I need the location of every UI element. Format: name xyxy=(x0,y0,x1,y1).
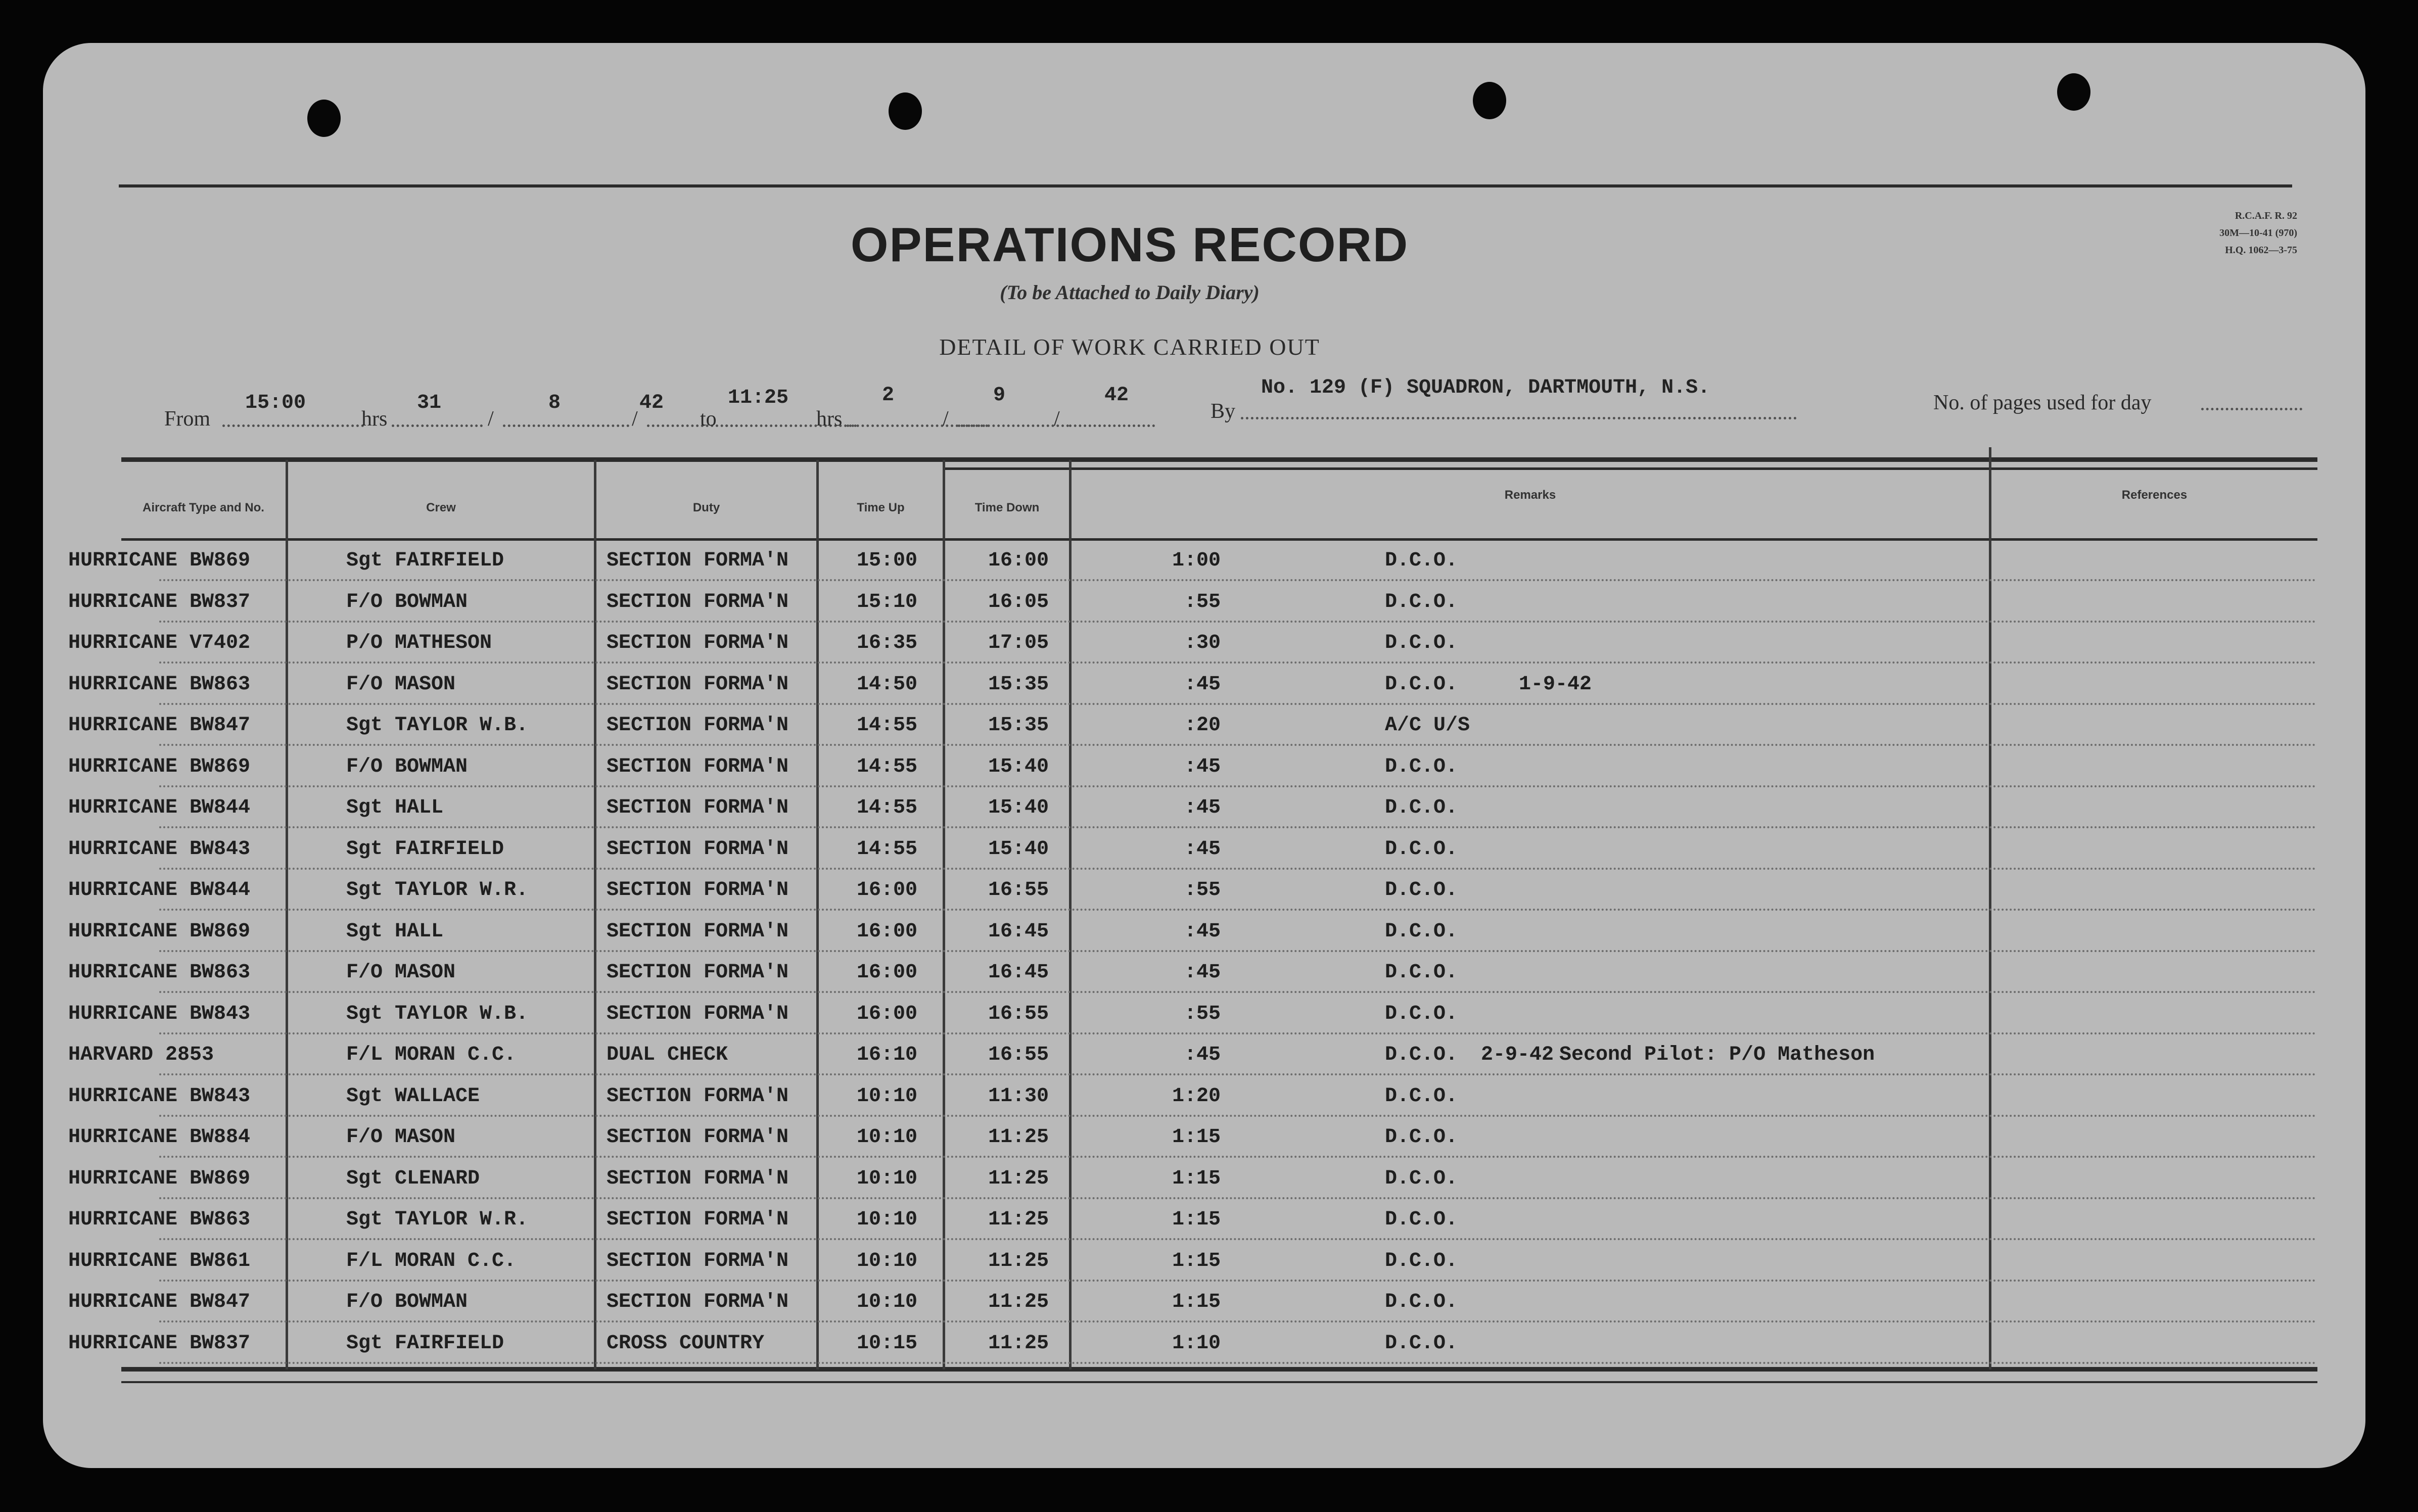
aircraft-cell: HURRICANE BW869 xyxy=(68,920,251,943)
from-time-line xyxy=(222,424,364,427)
duration-cell: :45 xyxy=(1184,920,1221,943)
remark-cell: D.C.O. xyxy=(1385,1044,1458,1066)
duty-cell: SECTION FORMA'N xyxy=(607,961,789,984)
time-up-cell: 16:35 xyxy=(857,632,918,654)
header-remarks: Remarks xyxy=(1504,488,1556,502)
time-up-cell: 10:10 xyxy=(857,1291,918,1313)
from-year-line xyxy=(647,424,738,427)
row-rule xyxy=(159,826,2317,828)
duty-cell: SECTION FORMA'N xyxy=(607,714,789,737)
time-down-cell: 11:25 xyxy=(988,1291,1049,1313)
time-up-cell: 14:50 xyxy=(857,673,918,696)
from-day: 31 xyxy=(417,392,442,414)
time-up-cell: 16:00 xyxy=(857,961,918,984)
remark-cell: D.C.O. xyxy=(1385,755,1458,778)
to-month: 9 xyxy=(993,384,1006,407)
time-up-cell: 16:00 xyxy=(857,879,918,902)
row-rule xyxy=(159,1073,2317,1075)
duty-cell: SECTION FORMA'N xyxy=(607,1208,789,1231)
date-slash: / xyxy=(1054,407,1060,431)
table-row xyxy=(43,834,2365,865)
duration-cell: :45 xyxy=(1184,961,1221,984)
duration-cell: :45 xyxy=(1184,837,1221,861)
duration-cell: 1:10 xyxy=(1172,1332,1221,1355)
row-rule xyxy=(159,1362,2317,1364)
remark-cell: D.C.O. xyxy=(1385,796,1458,819)
form-ref-line: H.Q. 1062—3-75 xyxy=(2225,245,2297,256)
remark-cell: D.C.O. xyxy=(1385,1126,1458,1149)
top-rule xyxy=(119,184,2292,187)
duty-cell: SECTION FORMA'N xyxy=(607,1126,789,1149)
aircraft-cell: HURRICANE BW861 xyxy=(68,1249,251,1272)
duration-cell: 1:15 xyxy=(1172,1291,1221,1313)
time-down-cell: 15:40 xyxy=(988,837,1049,861)
time-down-cell: 15:40 xyxy=(988,796,1049,819)
aircraft-cell: HURRICANE BW863 xyxy=(68,673,251,696)
remark-cell: D.C.O. xyxy=(1385,590,1458,613)
crew-cell: Sgt FAIRFIELD xyxy=(346,549,504,572)
table-end-rule xyxy=(121,1381,2317,1383)
crew-cell: Sgt TAYLOR W.R. xyxy=(346,879,529,902)
from-month: 8 xyxy=(548,392,561,414)
remark-cell: D.C.O. xyxy=(1385,1291,1458,1313)
time-down-cell: 17:05 xyxy=(988,632,1049,654)
hrs-label: hrs xyxy=(816,407,843,431)
aircraft-cell: HURRICANE BW847 xyxy=(68,1291,251,1313)
table-row xyxy=(43,917,2365,947)
remark-cell: D.C.O. xyxy=(1385,961,1458,984)
remark-extra-cell: Second Pilot: P/O Matheson xyxy=(1559,1044,1875,1066)
duration-cell: :55 xyxy=(1184,1002,1221,1025)
crew-cell: Sgt HALL xyxy=(346,796,444,819)
remark-cell: D.C.O. xyxy=(1385,1002,1458,1025)
duration-cell: :45 xyxy=(1184,796,1221,819)
table-bottom-rule xyxy=(121,1367,2317,1372)
time-down-cell: 11:25 xyxy=(988,1167,1049,1190)
time-down-cell: 16:55 xyxy=(988,1002,1049,1025)
time-up-cell: 16:10 xyxy=(857,1044,918,1066)
binder-hole xyxy=(307,100,341,137)
row-rule xyxy=(159,950,2317,952)
row-rule xyxy=(159,785,2317,787)
time-up-cell: 10:10 xyxy=(857,1084,918,1108)
duration-cell: :30 xyxy=(1184,632,1221,654)
date-note-cell: 2-9-42 xyxy=(1481,1044,1554,1066)
table-row xyxy=(43,1329,2365,1359)
duration-cell: 1:15 xyxy=(1172,1249,1221,1272)
duty-cell: SECTION FORMA'N xyxy=(607,1002,789,1025)
table-row xyxy=(43,875,2365,906)
binder-hole xyxy=(1473,82,1506,119)
time-down-cell: 16:55 xyxy=(988,1044,1049,1066)
from-label: From xyxy=(164,407,211,431)
table-top-rule xyxy=(121,457,2317,462)
crew-cell: F/O BOWMAN xyxy=(346,1291,468,1313)
crew-cell: P/O MATHESON xyxy=(346,632,492,654)
time-up-cell: 10:15 xyxy=(857,1332,918,1355)
duty-cell: SECTION FORMA'N xyxy=(607,1249,789,1272)
remark-cell: D.C.O. xyxy=(1385,920,1458,943)
remark-cell: D.C.O. xyxy=(1385,1332,1458,1355)
header-aircraft: Aircraft Type and No. xyxy=(143,501,264,514)
duration-cell: :45 xyxy=(1184,673,1221,696)
form-subtitle: (To be Attached to Daily Diary) xyxy=(1000,281,1260,304)
date-slash: / xyxy=(488,407,494,431)
duty-cell: SECTION FORMA'N xyxy=(607,879,789,902)
time-down-cell: 16:00 xyxy=(988,549,1049,572)
duty-cell: SECTION FORMA'N xyxy=(607,1291,789,1313)
aircraft-cell: HURRICANE BW863 xyxy=(68,1208,251,1231)
aircraft-cell: HURRICANE BW869 xyxy=(68,755,251,778)
table-row xyxy=(43,587,2365,618)
table-row xyxy=(43,670,2365,700)
crew-cell: F/O BOWMAN xyxy=(346,590,468,613)
row-rule xyxy=(159,579,2317,581)
crew-cell: F/O MASON xyxy=(346,961,456,984)
remark-cell: D.C.O. xyxy=(1385,1208,1458,1231)
remark-cell: D.C.O. xyxy=(1385,632,1458,654)
crew-cell: F/L MORAN C.C. xyxy=(346,1044,517,1066)
aircraft-cell: HURRICANE BW847 xyxy=(68,714,251,737)
row-rule xyxy=(159,744,2317,746)
aircraft-cell: HARVARD 2853 xyxy=(68,1044,214,1066)
crew-cell: Sgt WALLACE xyxy=(346,1084,480,1108)
crew-cell: Sgt TAYLOR W.R. xyxy=(346,1208,529,1231)
hrs-label: hrs xyxy=(361,407,388,431)
crew-cell: Sgt TAYLOR W.B. xyxy=(346,714,529,737)
duty-cell: SECTION FORMA'N xyxy=(607,755,789,778)
row-rule xyxy=(159,909,2317,911)
form-detail-heading: DETAIL OF WORK CARRIED OUT xyxy=(939,334,1320,360)
row-rule xyxy=(159,662,2317,664)
remark-cell: A/C U/S xyxy=(1385,714,1470,737)
duration-cell: :45 xyxy=(1184,1044,1221,1066)
header-references: References xyxy=(2121,488,2188,502)
duration-cell: 1:00 xyxy=(1172,549,1221,572)
remark-cell: D.C.O. xyxy=(1385,1084,1458,1108)
duration-cell: 1:15 xyxy=(1172,1167,1221,1190)
time-down-cell: 16:05 xyxy=(988,590,1049,613)
header-crew: Crew xyxy=(426,501,456,514)
crew-cell: Sgt HALL xyxy=(346,920,444,943)
duty-cell: SECTION FORMA'N xyxy=(607,796,789,819)
duty-cell: SECTION FORMA'N xyxy=(607,632,789,654)
to-year: 42 xyxy=(1104,384,1129,407)
table-row xyxy=(43,1287,2365,1317)
binder-hole xyxy=(2057,73,2090,111)
time-up-cell: 14:55 xyxy=(857,796,918,819)
crew-cell: F/L MORAN C.C. xyxy=(346,1249,517,1272)
row-rule xyxy=(159,1156,2317,1158)
table-row xyxy=(43,1164,2365,1194)
aircraft-cell: HURRICANE BW837 xyxy=(68,1332,251,1355)
aircraft-cell: HURRICANE BW843 xyxy=(68,1084,251,1108)
duty-cell: SECTION FORMA'N xyxy=(607,837,789,861)
time-down-cell: 11:25 xyxy=(988,1126,1049,1149)
table-row xyxy=(43,711,2365,741)
form-title: OPERATIONS RECORD xyxy=(850,218,1409,272)
row-rule xyxy=(159,1197,2317,1199)
row-rule xyxy=(159,1115,2317,1117)
header-time-up: Time Up xyxy=(857,501,905,514)
row-rule xyxy=(159,868,2317,870)
aircraft-cell: HURRICANE BW843 xyxy=(68,1002,251,1025)
pages-used-label: No. of pages used for day xyxy=(1933,391,2152,414)
table-row xyxy=(43,1040,2365,1070)
row-rule xyxy=(159,621,2317,623)
crew-cell: F/O MASON xyxy=(346,1126,456,1149)
crew-cell: Sgt FAIRFIELD xyxy=(346,837,504,861)
duration-cell: :55 xyxy=(1184,590,1221,613)
crew-cell: F/O MASON xyxy=(346,673,456,696)
time-down-cell: 11:25 xyxy=(988,1208,1049,1231)
table-row xyxy=(43,958,2365,988)
table-row xyxy=(43,793,2365,823)
time-down-cell: 11:30 xyxy=(988,1084,1049,1108)
unit-line xyxy=(1241,417,1797,419)
time-up-cell: 14:55 xyxy=(857,714,918,737)
time-up-cell: 15:00 xyxy=(857,549,918,572)
binder-hole xyxy=(889,92,922,130)
crew-cell: Sgt TAYLOR W.B. xyxy=(346,1002,529,1025)
row-rule xyxy=(159,1280,2317,1282)
duty-cell: SECTION FORMA'N xyxy=(607,1084,789,1108)
table-row xyxy=(43,1246,2365,1277)
duration-cell: :45 xyxy=(1184,755,1221,778)
crew-cell: F/O BOWMAN xyxy=(346,755,468,778)
to-month-line xyxy=(958,424,1069,427)
crew-cell: Sgt CLENARD xyxy=(346,1167,480,1190)
remark-cell: D.C.O. xyxy=(1385,549,1458,572)
aircraft-cell: HURRICANE BW869 xyxy=(68,549,251,572)
remark-cell: D.C.O. xyxy=(1385,879,1458,902)
aircraft-cell: HURRICANE V7402 xyxy=(68,632,251,654)
duty-cell: SECTION FORMA'N xyxy=(607,673,789,696)
aircraft-cell: HURRICANE BW844 xyxy=(68,796,251,819)
time-down-cell: 16:45 xyxy=(988,920,1049,943)
pages-used-line xyxy=(2201,408,2302,410)
row-rule xyxy=(159,1238,2317,1240)
to-time: 11:25 xyxy=(728,387,789,409)
time-up-cell: 15:10 xyxy=(857,590,918,613)
aircraft-cell: HURRICANE BW843 xyxy=(68,837,251,861)
aircraft-cell: HURRICANE BW884 xyxy=(68,1126,251,1149)
row-rule xyxy=(159,1032,2317,1034)
table-header-bottom-rule xyxy=(121,538,2317,541)
time-down-cell: 15:35 xyxy=(988,673,1049,696)
aircraft-cell: HURRICANE BW863 xyxy=(68,961,251,984)
duration-cell: 1:15 xyxy=(1172,1126,1221,1149)
time-up-cell: 16:00 xyxy=(857,1002,918,1025)
header-duty: Duty xyxy=(692,501,720,514)
duty-cell: SECTION FORMA'N xyxy=(607,549,789,572)
time-up-cell: 10:10 xyxy=(857,1167,918,1190)
duty-cell: SECTION FORMA'N xyxy=(607,1167,789,1190)
from-year: 42 xyxy=(639,392,664,414)
time-down-cell: 16:55 xyxy=(988,879,1049,902)
from-month-line xyxy=(503,424,629,427)
header-time-down: Time Down xyxy=(974,501,1040,514)
duty-cell: SECTION FORMA'N xyxy=(607,590,789,613)
duration-cell: 1:15 xyxy=(1172,1208,1221,1231)
remark-cell: D.C.O. xyxy=(1385,673,1458,696)
from-time: 15:00 xyxy=(245,392,306,414)
remark-cell: D.C.O. xyxy=(1385,837,1458,861)
time-up-cell: 14:55 xyxy=(857,837,918,861)
time-down-cell: 16:45 xyxy=(988,961,1049,984)
form-ref-line: R.C.A.F. R. 92 xyxy=(2235,210,2297,221)
duty-cell: DUAL CHECK xyxy=(607,1044,728,1066)
time-up-cell: 10:10 xyxy=(857,1249,918,1272)
by-label: By xyxy=(1211,400,1236,423)
from-day-line xyxy=(392,424,483,427)
table-row xyxy=(43,1081,2365,1112)
crew-cell: Sgt FAIRFIELD xyxy=(346,1332,504,1355)
duration-cell: :55 xyxy=(1184,879,1221,902)
table-row xyxy=(43,999,2365,1029)
duty-cell: SECTION FORMA'N xyxy=(607,920,789,943)
row-rule xyxy=(159,1320,2317,1322)
remark-cell: D.C.O. xyxy=(1385,1167,1458,1190)
operations-record-card xyxy=(43,43,2365,1468)
date-slash: / xyxy=(632,407,638,431)
time-down-cell: 15:35 xyxy=(988,714,1049,737)
remark-cell: D.C.O. xyxy=(1385,1249,1458,1272)
date-note-cell: 1-9-42 xyxy=(1519,673,1592,696)
to-day: 2 xyxy=(882,384,895,407)
duration-cell: 1:20 xyxy=(1172,1084,1221,1108)
form-reference xyxy=(2075,207,2297,259)
table-row xyxy=(43,1205,2365,1235)
duration-cell: :20 xyxy=(1184,714,1221,737)
aircraft-cell: HURRICANE BW869 xyxy=(68,1167,251,1190)
aircraft-cell: HURRICANE BW837 xyxy=(68,590,251,613)
table-row xyxy=(43,546,2365,576)
time-down-cell: 11:25 xyxy=(988,1249,1049,1272)
aircraft-cell: HURRICANE BW844 xyxy=(68,879,251,902)
table-row xyxy=(43,752,2365,782)
duty-cell: CROSS COUNTRY xyxy=(607,1332,765,1355)
time-up-cell: 14:55 xyxy=(857,755,918,778)
table-row xyxy=(43,1122,2365,1153)
time-up-cell: 10:10 xyxy=(857,1126,918,1149)
row-rule xyxy=(159,703,2317,705)
time-down-cell: 11:25 xyxy=(988,1332,1049,1355)
time-down-cell: 15:40 xyxy=(988,755,1049,778)
time-up-cell: 16:00 xyxy=(857,920,918,943)
row-rule xyxy=(159,991,2317,993)
to-label: to xyxy=(700,407,717,431)
squadron-name: No. 129 (F) SQUADRON, DARTMOUTH, N.S. xyxy=(1261,376,1710,399)
to-year-line xyxy=(1069,424,1155,427)
date-slash: / xyxy=(943,407,949,431)
form-ref-line: 30M—10-41 (970) xyxy=(2219,227,2297,239)
time-up-cell: 10:10 xyxy=(857,1208,918,1231)
table-row xyxy=(43,628,2365,658)
